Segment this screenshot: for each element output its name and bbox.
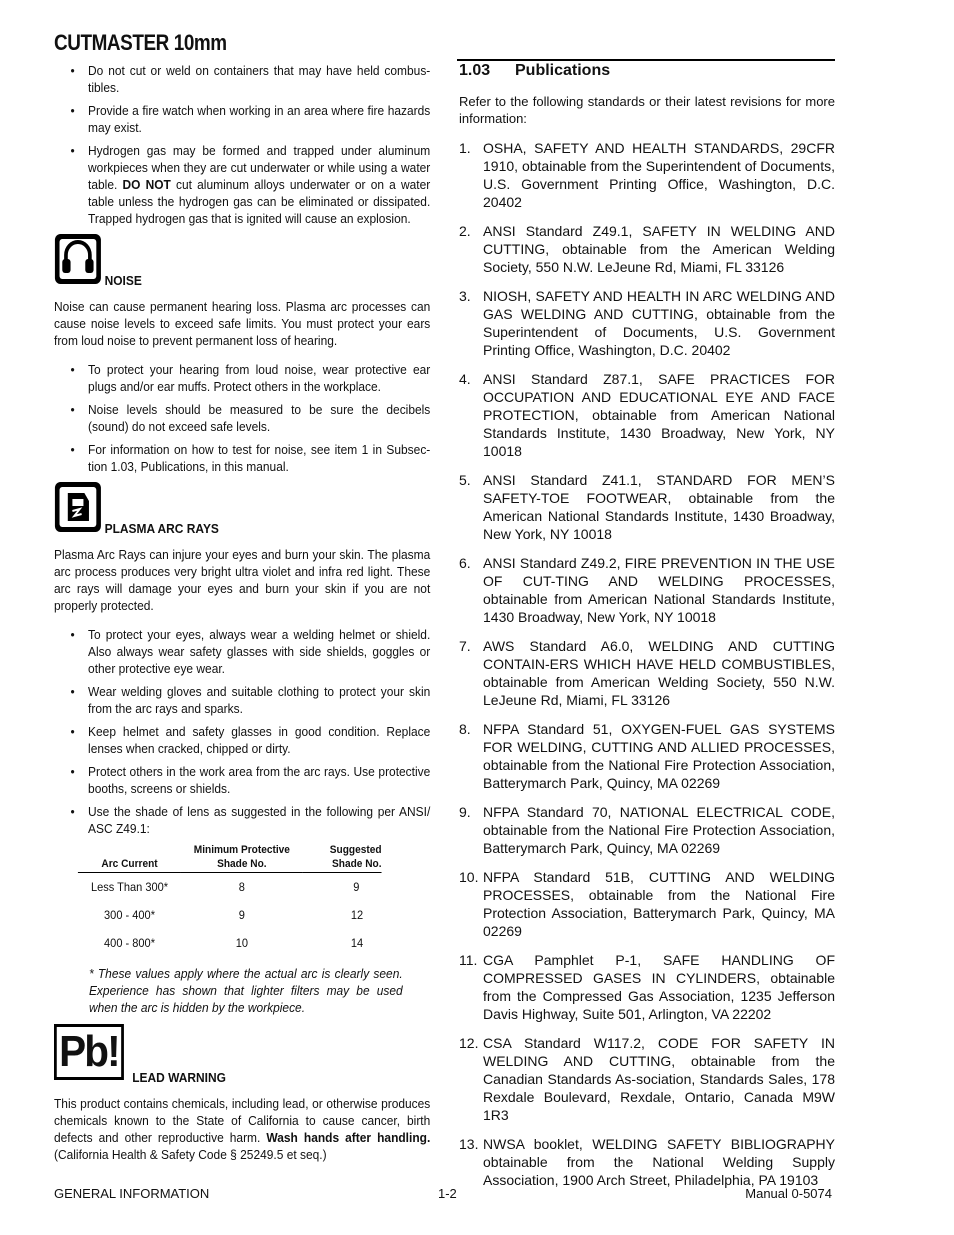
list-item: • Wear welding gloves and suitable clothing to protect your skin from the arc rays and sparks. [54, 683, 430, 717]
list-item: 8. NFPA Standard 51, OXYGEN-FUEL GAS SYSTEMS FOR WELDING, CUTTING AND ALLIED PROCESSES, obtainable from the National Fire Protection Association, Batterymarch Park, Quincy, MA 02269 [459, 721, 835, 791]
list-item: • Keep helmet and safety glasses in good condition. Replace lenses when cracked, chipped or dirty. [54, 723, 430, 757]
table-cell: 8 [238, 879, 245, 894]
list-item: 2. ANSI Standard Z49.1, SAFETY IN WELDING AND CUTTING, obtainable from the American Welding Society, 550 N.W. LeJeune Rd, Miami, FL 33126 [459, 223, 835, 275]
list-item: • To protect your eyes, always wear a welding helmet or shield. Also always wear safety glasses with side shields, goggles or other protective eye wear. [54, 626, 430, 677]
section-number: 1.03 [459, 62, 491, 79]
list-item: 9. NFPA Standard 70, NATIONAL ELECTRICAL CODE, obtainable from the National Fire Protection Association, Batterymarch Park, Quincy, MA 02269 [459, 804, 835, 856]
table-cell: 9 [353, 879, 360, 894]
section-title: Publications [515, 62, 611, 79]
arc-rays-heading [54, 481, 430, 537]
table-row [78, 901, 382, 929]
fire-bullets [54, 62, 430, 227]
list-item: • Hydrogen gas may be formed and trapped under aluminum workpieces when they are cut underwater or while using a water table. DO NOT cut aluminum alloys underwater or on a water table unless the hydrogen gas can be eliminated or dissipated. Trapped hydrogen gas that is ignited will cause an explosion. [54, 142, 430, 227]
manual-number: Manual 0-5074 [745, 1186, 832, 1201]
list-item: 10. NFPA Standard 51B, CUTTING AND WELDING PROCESSES, obtainable from the National Fire Protection Association, Batterymarch Park, Quincy, MA 02269 [459, 869, 835, 939]
publications-list [459, 139, 835, 1189]
welding-helmet-icon [54, 481, 102, 533]
publications-intro: Refer to the following standards or their latest revisions for more information: [459, 94, 835, 126]
table-row [78, 929, 382, 957]
noise-paragraph: Noise can cause permanent hearing loss. Plasma arc processes can cause noise levels to exceed safe limits. You must protect your ears from loud noise to prevent permanent loss of hearing. [54, 299, 431, 348]
list-item: 3. NIOSH, SAFETY AND HEALTH IN ARC WELDING AND GAS WELDING AND CUTTING, obtainable from the Superintendent of Documents, U.S. Government Printing Office, Washington, D.C. 20402 [459, 288, 835, 358]
list-item: 13. NWSA booklet, WELDING SAFETY BIBLIOGRAPHY obtainable from the National Welding Supply Association, 1900 Arch Street, Philadelphia, PA 19103 [459, 1136, 835, 1188]
list-item: 7. AWS Standard A6.0, WELDING AND CUTTING CONTAIN-ERS WHICH HAVE HELD COMBUSTIBLES, obtainable from American Welding Society, 550 N.W. LeJeune Rd, Miami, FL 33126 [459, 638, 835, 708]
list-item: • Provide a fire watch when working in an area where fire hazards may exist. [54, 102, 430, 136]
left-column [54, 62, 430, 1163]
table-cell: 300 - 400* [104, 907, 155, 922]
table-cell: 14 [350, 935, 364, 950]
list-item: • Noise levels should be measured to be sure the decibels (sound) do not exceed safe levels. [54, 401, 430, 435]
list-item: 6. ANSI Standard Z49.2, FIRE PREVENTION IN THE USE OF CUT-TING AND WELDING PROCESSES, obtainable from American National Standards Institute, 1430 Broadway, New York, NY 10018 [459, 555, 835, 625]
list-item: 1. OSHA, SAFETY AND HEALTH STANDARDS, 29CFR 1910, obtainable from the Superintendent of Documents, U.S. Government Printing Office, Washington, D.C. 20402 [459, 140, 835, 210]
lead-heading [54, 1024, 430, 1086]
list-item: 11. CGA Pamphlet P-1, SAFE HANDLING OF COMPRESSED GASES IN CYLINDERS, obtainable from the Compressed Gas Association, 1235 Jefferson Davis Highway, Suite 501, Arlington, VA 22202 [459, 952, 835, 1022]
table-header: Arc Current [78, 843, 181, 873]
table-header: Minimum Protective Shade No. [181, 843, 302, 873]
table-cell: Less Than 300* [90, 879, 169, 894]
list-item: • To protect your hearing from loud noise, wear protective ear plugs and/or ear muffs. Protect others in the workplace. [54, 361, 430, 395]
noise-heading [54, 233, 430, 289]
noise-bullets [54, 361, 430, 475]
table-header: Suggested Shade No. [303, 843, 382, 873]
page-title: CUTMASTER 10mm [54, 30, 227, 55]
list-item: 5. ANSI Standard Z41.1, STANDARD FOR MEN’S SAFETY-TOE FOOTWEAR, obtainable from the American National Standards Institute, 1430 Broadway, New York, NY 10018 [459, 472, 835, 542]
arc-rays-bullets [54, 626, 430, 837]
table-cell: 400 - 800* [104, 935, 155, 950]
footer-section: GENERAL INFORMATION [54, 1186, 210, 1201]
section-heading [459, 62, 835, 79]
list-item: 4. ANSI Standard Z87.1, SAFE PRACTICES FOR OCCUPATION AND EDUCATIONAL EYE AND FACE PROTECTION, obtainable from American National Standards Institute, 1430 Broadway, New York, NY 10018 [459, 371, 835, 459]
noise-label: NOISE [104, 273, 142, 288]
ear-muffs-icon [54, 233, 102, 285]
table-cell: 9 [238, 907, 245, 922]
lead-label: LEAD WARNING [132, 1070, 226, 1085]
list-item: 12. CSA Standard W117.2, CODE FOR SAFETY IN WELDING AND CUTTING, obtainable from the Canadian Standards As-sociation, Standards Sales, 178 Rexdale Boulevard, Rexdale, Ontario, Canada M9W 1R3 [459, 1035, 835, 1123]
shade-note: * These values apply where the actual arc is clearly seen. Experience has shown that lighter filters may be used when the arc is hidden by the workpiece. [88, 966, 403, 1015]
arc-rays-paragraph: Plasma Arc Rays can injure your eyes and burn your skin. The plasma arc process produces very bright ultra violet and infra red light. These arc rays will damage your eyes and burn your skin if you are not properly protected. [54, 547, 431, 613]
table-cell: 12 [350, 907, 364, 922]
lead-warning-icon: Pb! [54, 1024, 124, 1080]
list-item: • Protect others in the work area from the arc rays. Use protective booths, screens or shields. [54, 763, 430, 797]
table-row [78, 873, 382, 902]
lead-paragraph: This product contains chemicals, including lead, or otherwise produces chemicals known to the State of California to cause cancer, birth defects and other reproductive harm. Wash hands after handling. (California Health & Safety Code § 25249.5 et seq.) [54, 1096, 431, 1162]
right-column [459, 62, 835, 1200]
header-rule [457, 59, 835, 61]
page-number: 1-2 [438, 1186, 457, 1201]
list-item: • Do not cut or weld on containers that may have held combus-tibles. [54, 62, 430, 96]
list-item: • For information on how to test for noise, see item 1 in Subsec-tion 1.03, Publications, in this manual. [54, 441, 430, 475]
arc-rays-label: PLASMA ARC RAYS [104, 521, 219, 536]
shade-table [78, 843, 382, 957]
table-cell: 10 [235, 935, 248, 950]
list-item: • Use the shade of lens as suggested in the following per ANSI/ ASC Z49.1: [54, 803, 430, 837]
